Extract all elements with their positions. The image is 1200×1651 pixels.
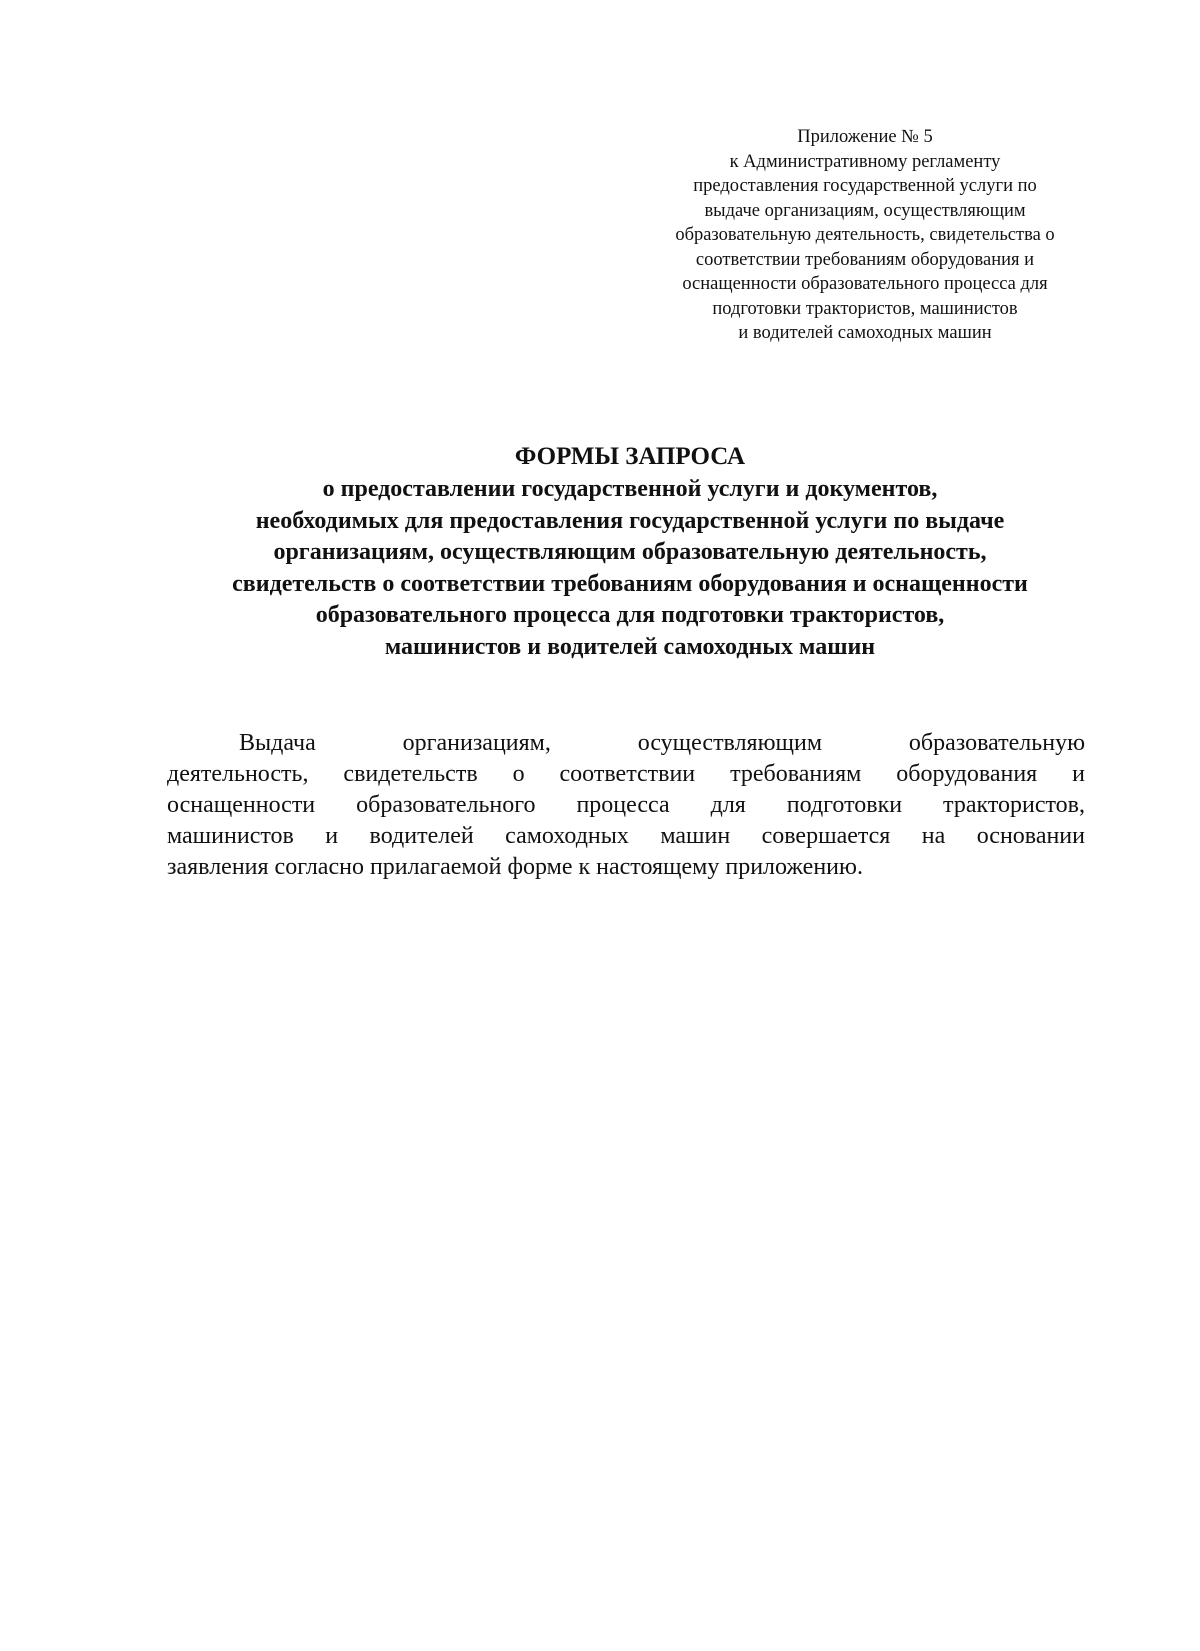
appendix-line: и водителей самоходных машин: [738, 323, 992, 343]
subtitle-line: машинистов и водителей самоходных машин: [384, 633, 876, 660]
subtitle-line: необходимых для предоставления государственной услуги по выдаче: [255, 507, 1005, 534]
appendix-line: выдаче организациям, осуществляющим: [704, 200, 1026, 221]
subtitle-line: организациям, осуществляющим образовательную деятельность,: [273, 539, 987, 565]
appendix-line: образовательную деятельность, свидетельства о: [675, 225, 1055, 245]
appendix-line: к Административному регламенту: [729, 151, 1001, 172]
paragraph-line: деятельность, свидетельств о соответствии требованиям оборудования и: [167, 761, 1085, 787]
appendix-line: подготовки трактористов, машинистов: [712, 298, 1018, 319]
body-paragraph: [167, 728, 1085, 883]
paragraph-line: машинистов и водителей самоходных машин совершается на основании: [167, 823, 1085, 849]
appendix-line: соответствии требованиям оборудования и: [695, 249, 1035, 270]
appendix-header: [635, 125, 1095, 346]
subtitle-line: образовательного процесса для подготовки трактористов,: [315, 602, 945, 628]
appendix-line: предоставления государственной услуги по: [693, 176, 1037, 196]
paragraph-line: оснащенности образовательного процесса для подготовки трактористов,: [167, 792, 1085, 818]
subtitle-line: свидетельств о соответствии требованиям оборудования и оснащенности: [232, 570, 1028, 597]
document-title: ФОРМЫ ЗАПРОСА: [514, 443, 746, 470]
document-subtitle: [100, 474, 1160, 663]
paragraph-line: Выдача организациям, осуществляющим образовательную: [239, 730, 1085, 756]
subtitle-line: о предоставлении государственной услуги и документов,: [322, 476, 938, 502]
document-title-block: [100, 440, 1160, 663]
appendix-line: оснащенности образовательного процесса для: [682, 274, 1048, 294]
appendix-line: Приложение № 5: [797, 127, 933, 147]
paragraph-line: заявления согласно прилагаемой форме к настоящему приложению.: [167, 854, 863, 880]
